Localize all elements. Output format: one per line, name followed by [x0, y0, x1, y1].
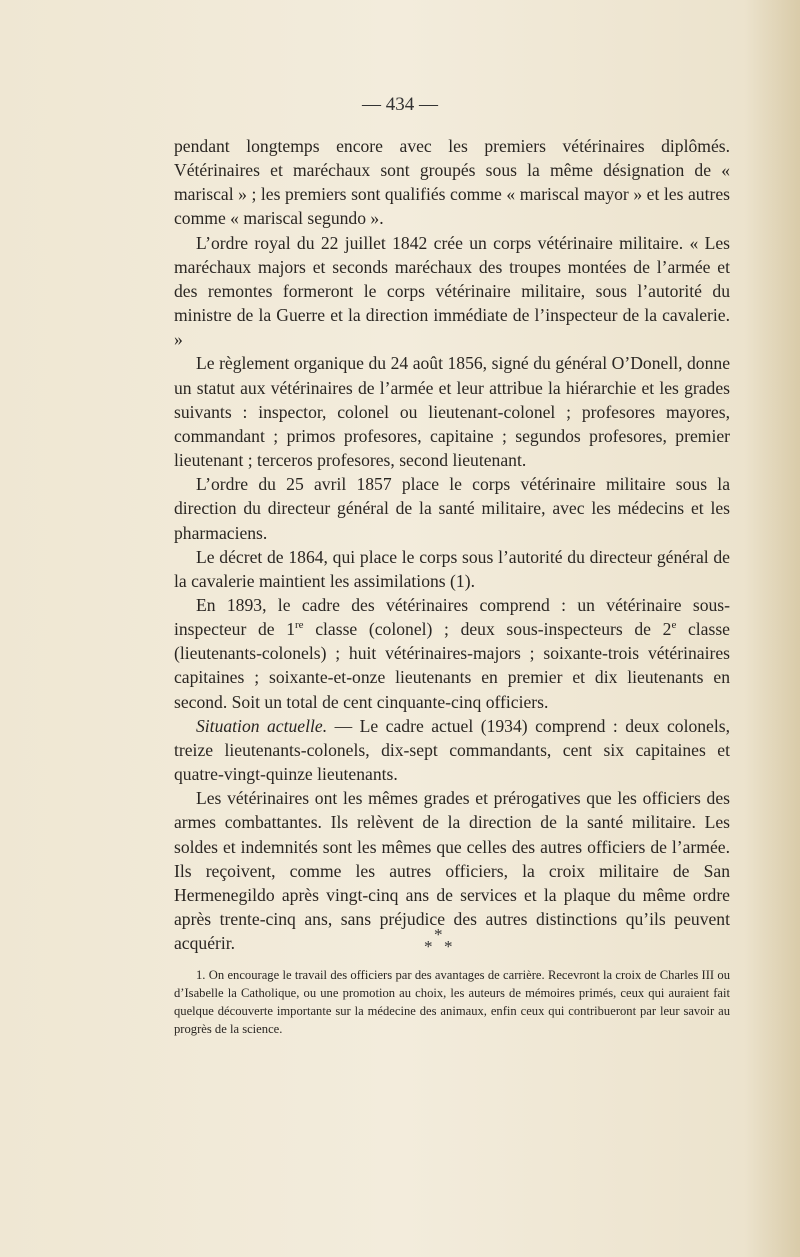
asterism-separator: [420, 925, 460, 959]
paragraph-6-part-a: En 1893, le cadre des vétérinaires comprend : un vétérinaire sous-inspecteur de 1: [174, 594, 730, 640]
asterism-star-left: *: [424, 937, 433, 956]
paragraph-5: [174, 545, 730, 593]
footnote-reference: (1): [450, 570, 471, 591]
paragraph-3: Le règlement organique du 24 août 1856, signé du général O’Donell, donne un statut aux vétérinaires de l’armée et leur attribue la hiérarchie et les grades suivants : inspector, colonel ou lieutenant-colonel ; profesores mayores, commandant ; primos profesores, capitaine ; segundos profesores, premier lieutenant ; terceros profesores, second lieutenant.: [174, 353, 730, 471]
paragraph-5-text: Le décret de 1864, qui place le corps sous l’autorité du directeur général de la cavalerie maintient les assimilations: [174, 546, 730, 591]
asterism-star-right: *: [444, 937, 453, 956]
body-text: [174, 134, 730, 955]
footnote: 1. On encourage le travail des officiers par des avantages de carrière. Recevront la croix de Charles III ou d’Isabelle la Catholique, ou une promotion au choix, les auteurs de mémoires primés, ceux qui auraient fait quelque découverte importante sur la médecine des animaux, enfin ceux qui contribueront par leur savoir au progrès de la science.: [174, 968, 730, 1036]
paragraph-6-part-c: classe (lieutenants-colonels) ; huit vétérinaires-majors ; soixante-trois vétérinaires capitaines ; soixante-et-onze lieutenants en premier et dix lieutenants en second. Soit un total de cent cinquante-cinq officiers.: [174, 619, 730, 712]
section-heading-inline: Situation actuelle.: [196, 715, 328, 736]
ordinal-superscript-2: e: [671, 619, 677, 632]
paragraph-8: Les vétérinaires ont les mêmes grades et prérogatives que les officiers des armes combattantes. Ils relèvent de la direction de la santé militaire. Les soldes et indemnités sont les mêmes que celles des autres officiers de l’armée. Ils reçoivent, comme les autres officiers, la croix militaire de San Hermenegildo après vingt-cinq ans de services et la plaque du même ordre après trente-cinq ans, sans préjudice des autres distinctions qu’ils peuvent acquérir.: [174, 788, 730, 954]
ordinal-superscript-1: re: [295, 619, 304, 632]
paragraph-4: L’ordre du 25 avril 1857 place le corps vétérinaire militaire sous la direction du directeur général de la santé militaire, avec les médecins et les pharmaciens.: [174, 474, 730, 543]
paragraph-1: pendant longtemps encore avec les premiers vétérinaires diplômés. Vétérinaires et maréchaux sont groupés sous la même désignation de « mariscal » ; les premiers sont qualifiés comme « mariscal mayor » et les autres comme « mariscal segundo ».: [174, 136, 730, 229]
paragraph-6: [174, 593, 730, 714]
paragraph-2: L’ordre royal du 22 juillet 1842 crée un corps vétérinaire militaire. « Les maréchaux majors et seconds maréchaux des troupes montées de l’armée et des remontes formeront le corps vétérinaire militaire, sous l’autorité du ministre de la Guerre et la direction immédiate de l’inspecteur de la cavalerie. »: [174, 232, 730, 350]
paragraph-6-part-b: classe (colonel) ; deux sous-inspecteurs de 2: [303, 619, 672, 640]
page-number: — 434 —: [362, 94, 438, 115]
asterism-star-top: *: [434, 925, 443, 944]
paragraph-7-text: — Le cadre actuel (1934) comprend : deux colonels, treize lieutenants-colonels, dix-sept commandants, cent six capitaines et quatre-vingt-quinze lieutenants.: [174, 715, 730, 785]
paragraph-5-end: .: [470, 570, 475, 591]
paragraph-7: [174, 714, 730, 786]
